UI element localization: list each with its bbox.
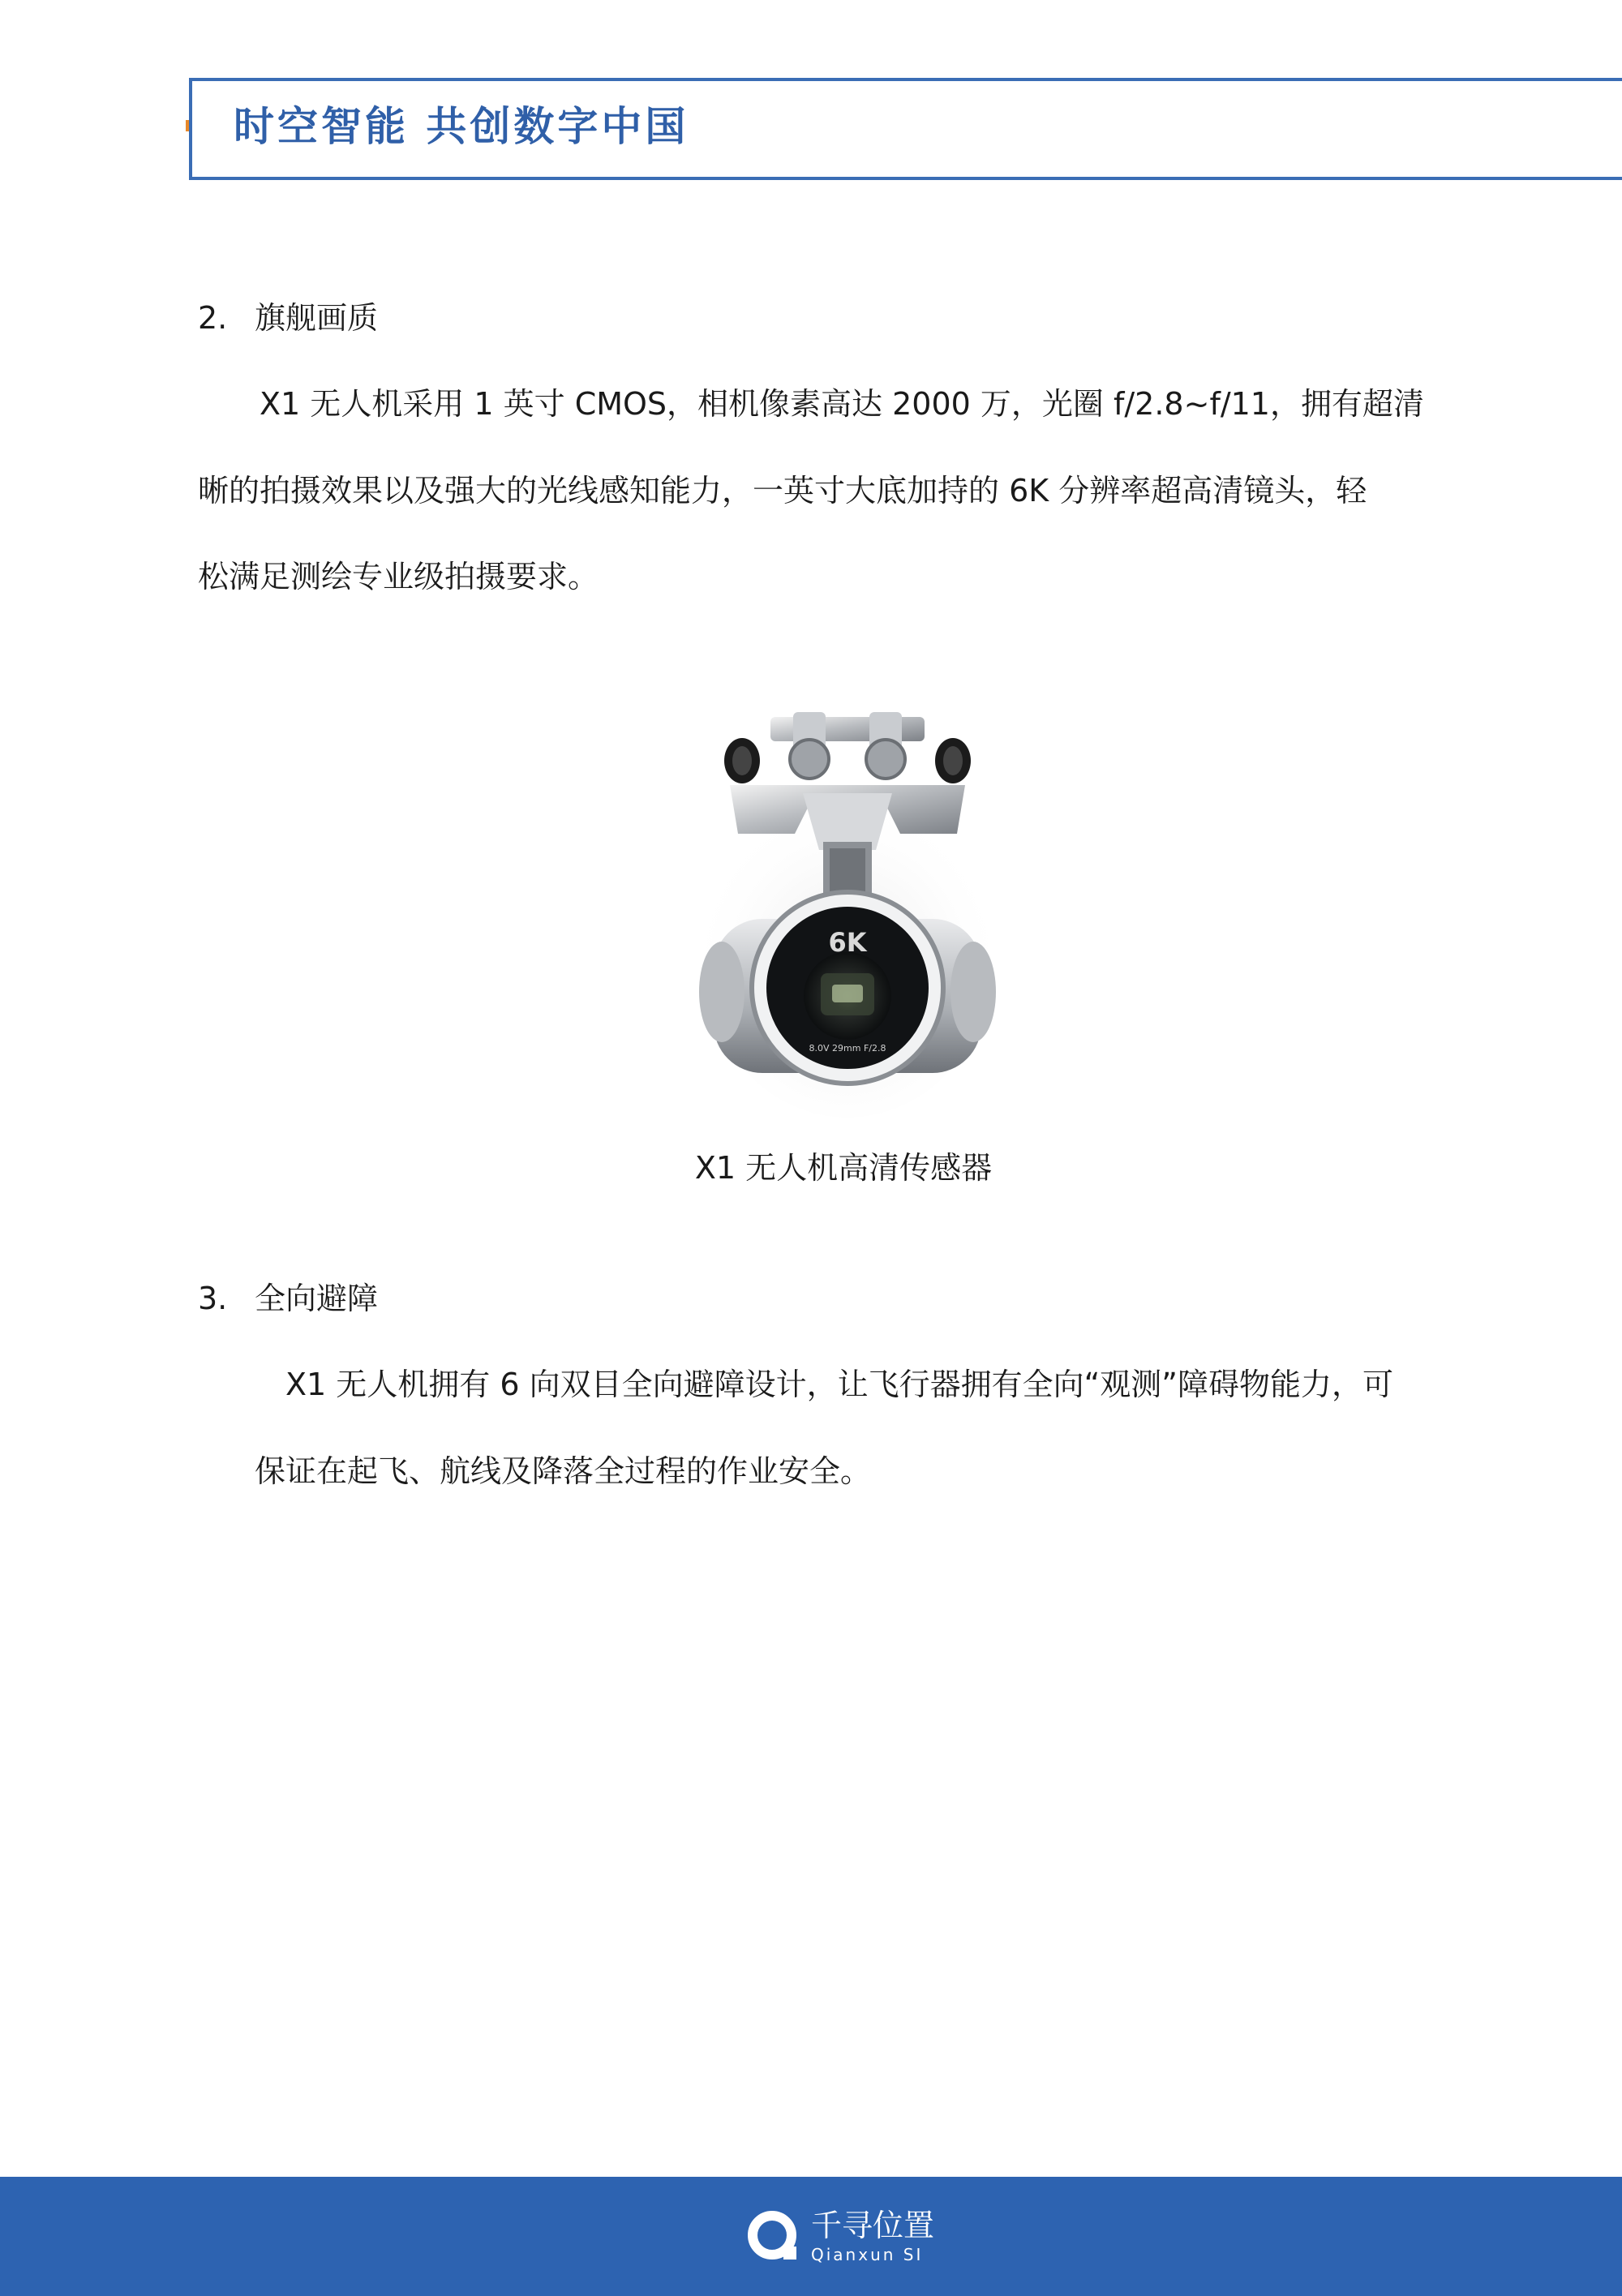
paragraph-line: 晰的拍摄效果以及强大的光线感知能力，一英寸大底加持的 6K 分辨率超高清镜头，轻 bbox=[198, 473, 1367, 509]
section-number: 2. bbox=[198, 300, 228, 336]
footer-logo-subtitle: Qianxun SI bbox=[811, 2245, 924, 2264]
section-number: 3. bbox=[198, 1281, 228, 1316]
lens-badge-text: 6K bbox=[828, 927, 867, 958]
paragraph-line: X1 无人机拥有 6 向双目全向避障设计，让飞行器拥有全向“观测”障碍物能力，可 bbox=[285, 1367, 1393, 1402]
header-title: 时空智能 共创数字中国 bbox=[234, 103, 689, 150]
section-title: 全向避障 bbox=[255, 1281, 379, 1316]
figure-caption: X1 无人机高清传感器 bbox=[694, 1150, 993, 1186]
paragraph-line: 保证在起飞、航线及降落全过程的作业安全。 bbox=[255, 1453, 872, 1489]
paragraph-line: X1 无人机采用 1 英寸 CMOS，相机像素高达 2000 万，光圈 f/2.8~f/11，拥有超清 bbox=[260, 386, 1424, 422]
header-accent-mark bbox=[186, 120, 189, 131]
paragraph-line: 松满足测绘专业级拍摄要求。 bbox=[198, 559, 599, 594]
section-heading-3 bbox=[198, 1276, 378, 1321]
lens-ring-text: 8.0V 29mm F/2.8 bbox=[809, 1043, 886, 1054]
section-title: 旗舰画质 bbox=[255, 300, 379, 336]
camera-gimbal-image bbox=[697, 712, 998, 1118]
section-heading-2 bbox=[198, 295, 378, 341]
footer-logo-name: 千寻位置 bbox=[811, 2208, 935, 2243]
